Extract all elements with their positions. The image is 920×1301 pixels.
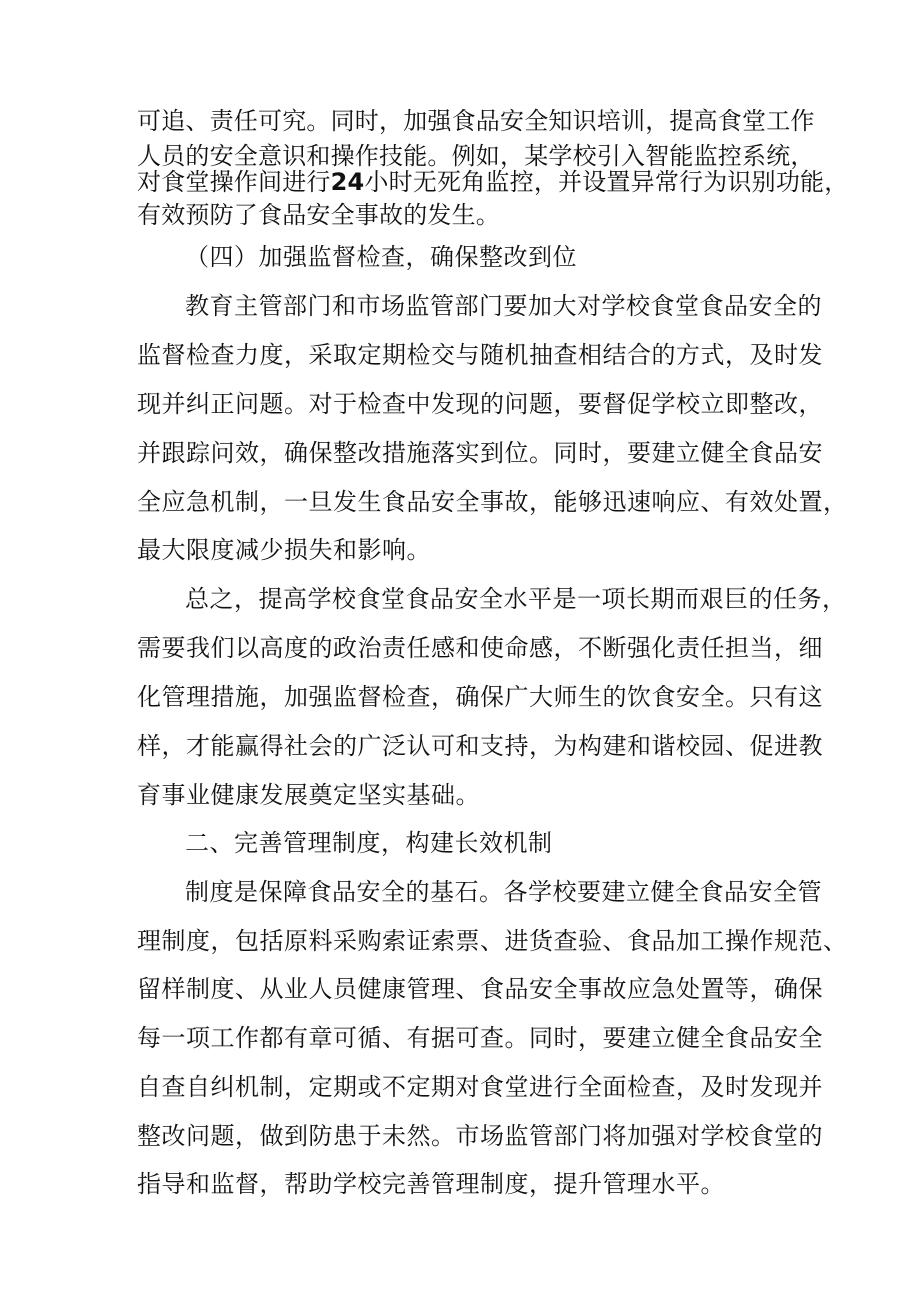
- text-fragment: 小时无死角监控，并设置异常行为识别功能，: [364, 168, 849, 196]
- text-line: 理制度，包括原料采购索证索票、进货查验、食品加工操作规范、: [137, 927, 848, 955]
- text-line: 样，才能赢得社会的广泛认可和支持，为构建和谐校园、促进教: [137, 732, 823, 760]
- text-line: 整改问题，做到防患于未然。市场监管部门将加强对学校食堂的: [137, 1122, 823, 1150]
- section-heading-4: （四）加强监督检查，确保整改到位: [185, 243, 577, 271]
- text-line: 教育主管部门和市场监管部门要加大对学校食堂食品安全的: [185, 292, 822, 320]
- text-line: 指导和监督，帮助学校完善管理制度，提升管理水平。: [137, 1170, 725, 1198]
- text-line: 总之，提高学校食堂食品安全水平是一项长期而艰巨的任务，: [185, 585, 847, 613]
- text-line: 最大限度减少损失和影响。: [137, 536, 431, 564]
- text-line: 现并纠正问题。对于检查中发现的问题，要督促学校立即整改，: [137, 390, 823, 418]
- text-line: 监督检查力度，采取定期检交与随机抽查相结合的方式，及时发: [137, 341, 823, 369]
- number-24: 24: [330, 168, 365, 196]
- text-line: 全应急机制，一旦发生食品安全事故，能够迅速响应、有效处置，: [137, 488, 848, 516]
- text-line: 制度是保障食品安全的基石。各学校要建立健全食品安全管: [185, 878, 822, 906]
- text-line: 自查自纠机制，定期或不定期对食堂进行全面检查，及时发现并: [137, 1073, 823, 1101]
- text-fragment: 对食堂操作间进行: [137, 168, 331, 196]
- text-line: 化管理措施，加强监督检查，确保广大师生的饮食安全。只有这: [137, 683, 823, 711]
- text-line: 留样制度、从业人员健康管理、食品安全事故应急处置等，确保: [137, 975, 823, 1003]
- text-line: 每一项工作都有章可循、有据可查。同时，要建立健全食品安全: [137, 1024, 823, 1052]
- section-heading-2: 二、完善管理制度，构建长效机制: [185, 829, 553, 857]
- text-line: 人员的安全意识和操作技能。例如，某学校引入智能监控系统，: [137, 142, 815, 170]
- text-line: 可追、责任可究。同时，加强食品安全知识培训，提高食堂工作: [137, 107, 815, 135]
- text-line: 并跟踪问效，确保整改措施落实到位。同时，要建立健全食品安: [137, 439, 823, 467]
- text-line: 育事业健康发展奠定坚实基础。: [137, 781, 480, 809]
- text-line: 需要我们以高度的政治责任感和使命感，不断强化责任担当，细: [137, 634, 823, 662]
- text-line: 有效预防了食品安全事故的发生。: [137, 201, 500, 229]
